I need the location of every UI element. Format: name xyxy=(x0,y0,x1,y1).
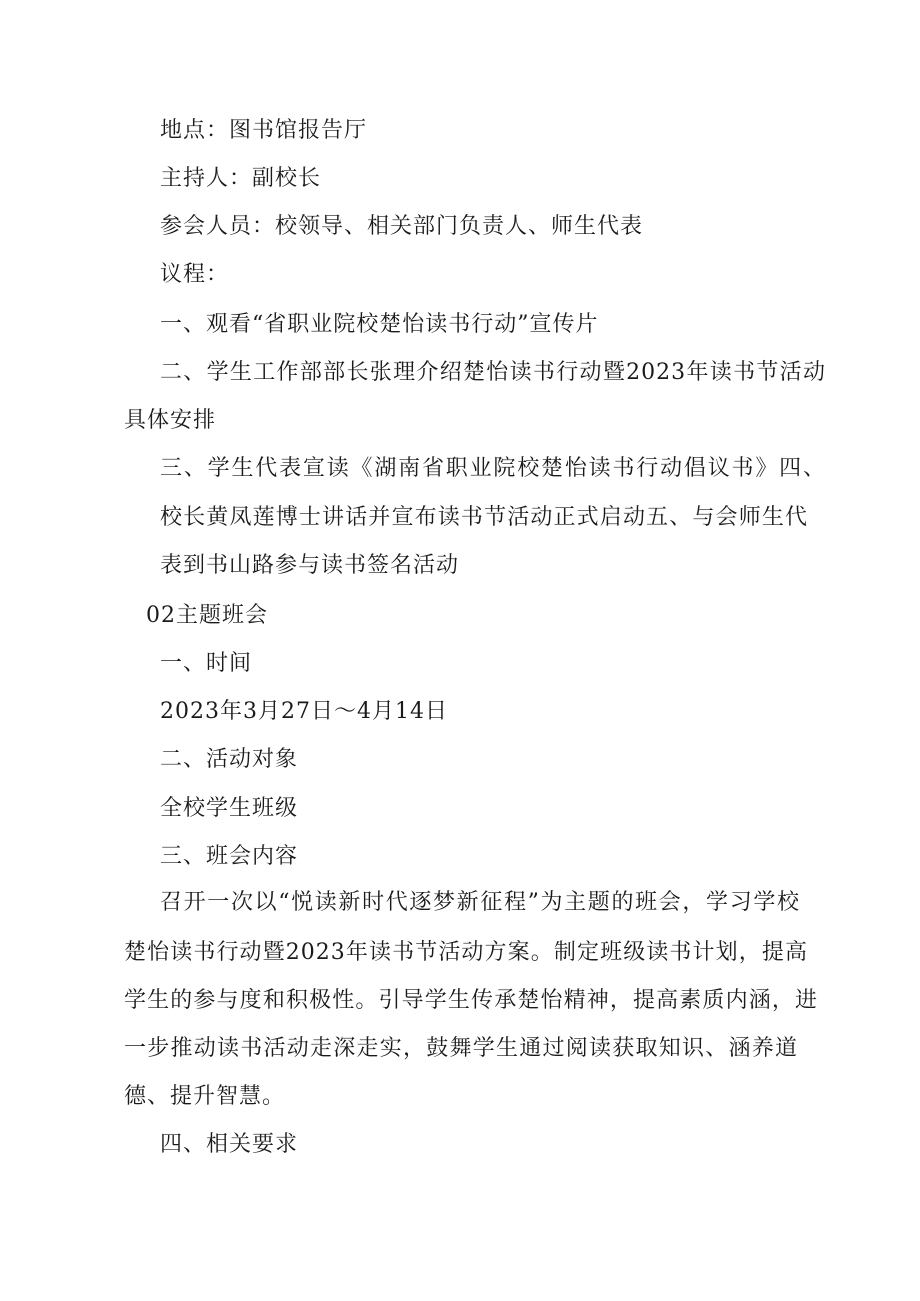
content-paragraph-line-2: 楚怡读书行动暨2023年读书节活动方案。制定班级读书计划，提高 xyxy=(124,940,808,965)
content-paragraph-line-3: 学生的参与度和积极性。引导学生传承楚怡精神，提高素质内涵，进 xyxy=(124,988,818,1013)
content-heading: 三、班会内容 xyxy=(160,844,299,869)
requirements-heading: 四、相关要求 xyxy=(160,1132,299,1157)
attendees-line: 参会人员：校领导、相关部门负责人、师生代表 xyxy=(160,214,644,239)
agenda-item-4: 校长黄凤莲博士讲话并宣布读书节活动正式启动五、与会师生代 xyxy=(160,505,808,530)
content-paragraph-line-1: 召开一次以“悦读新时代逐梦新征程”为主题的班会，学习学校 xyxy=(160,890,800,915)
time-value: 2023年3月27日～4月14日 xyxy=(160,699,448,724)
time-heading: 一、时间 xyxy=(160,651,253,676)
agenda-item-3: 三、学生代表宣读《湖南省职业院校楚怡读书行动倡议书》四、 xyxy=(160,456,826,481)
audience-heading: 二、活动对象 xyxy=(160,747,299,772)
agenda-item-1: 一、观看“省职业院校楚怡读书行动”宣传片 xyxy=(160,312,599,337)
section-heading-class-meeting: 02主题班会 xyxy=(146,603,268,628)
host-line: 主持人：副校长 xyxy=(160,166,322,191)
agenda-item-2-cont: 具体安排 xyxy=(124,408,217,433)
content-paragraph-line-4: 一步推动读书活动走深走实，鼓舞学生通过阅读获取知识、涵养道 xyxy=(124,1036,798,1061)
agenda-item-5: 表到书山路参与读书签名活动 xyxy=(160,553,460,578)
content-paragraph-line-5: 德、提升智慧。 xyxy=(124,1084,286,1109)
agenda-heading: 议程： xyxy=(160,262,230,287)
agenda-item-2: 二、学生工作部部长张理介绍楚怡读书行动暨2023年读书节活动 xyxy=(160,360,826,385)
audience-value: 全校学生班级 xyxy=(160,796,299,821)
venue-line: 地点：图书馆报告厅 xyxy=(160,118,368,143)
